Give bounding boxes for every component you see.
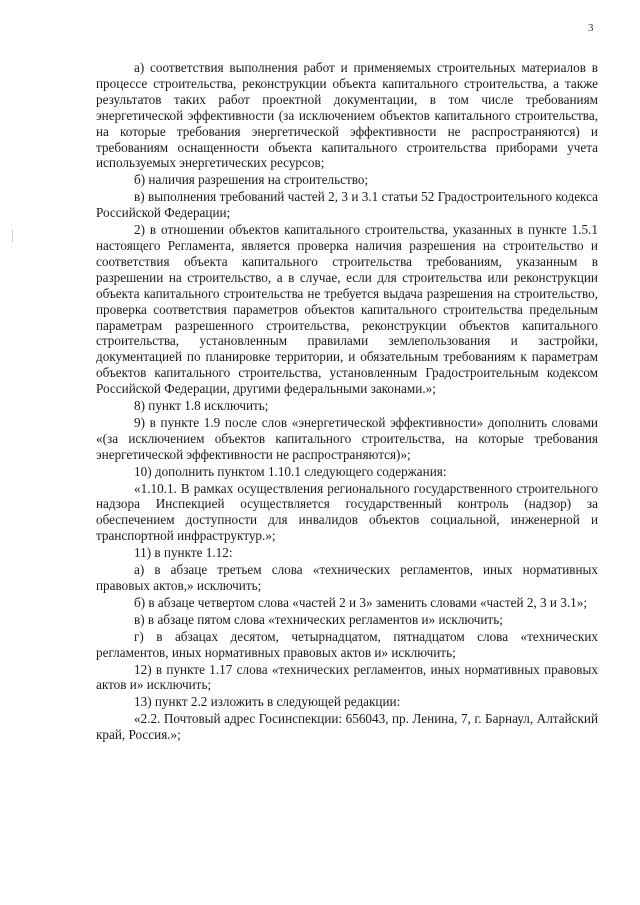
- paragraph-13: 13) пункт 2.2 изложить в следующей редакции:: [134, 694, 401, 710]
- paragraph-b: б) наличия разрешения на строительство;: [134, 172, 369, 188]
- paragraph-10: 10) дополнить пунктом 1.10.1 следующего содержания:: [134, 463, 447, 479]
- scan-margin-mark: [12, 230, 13, 242]
- paragraph-2: 2) в отношении объектов капитального строительства, указанных в пункте 1.5.1 настоящего Регламента, является проверка наличия разрешения на строительство и соответствия объекта капитального строительства требованиям, указанным в разрешении на строительство, а в случае, если для строительства или реконструкции объекта капитального строительства не требуется выдача разрешения на строительство, проверка соответствия параметров объектов капитального строительства предельным параметрам разрешенного строительства, реконструкции объектов капитального строительства, установленным правилами землепользования и застройки, документацией по планировке территории, и обязательным требованиям к параметрам объектов капитального строительства, установленным Градостроительным кодексом Российской Федерации, другими федеральными законами.»;: [96, 222, 598, 397]
- paragraph-9: 9) в пункте 1.9 после слов «энергетической эффективности» дополнить словами «(за исключением объектов капитального строительства, на которые требования энергетической эффективности не распространяются)»;: [96, 414, 598, 462]
- paragraph-8: 8) пункт 1.8 исключить;: [134, 398, 269, 414]
- paragraph-11-v: в) в абзаце пятом слова «технических регламентов и» исключить;: [134, 611, 503, 627]
- paragraph-11-g: г) в абзацах десятом, четырнадцатом, пятнадцатом слова «технических регламентов, иных нормативных правовых актов и» исключить;: [96, 628, 598, 660]
- paragraph-11: 11) в пункте 1.12:: [134, 545, 233, 561]
- paragraph-a: а) соответствия выполнения работ и применяемых строительных материалов в процессе строительства, реконструкции объекта капитального строительства, а также результатов таких работ проектной документации, в том числе требованиям энергетической эффективности (за исключением объектов капитального строительства, на которые требования энергетической эффективности не распространяются) и требованиям оснащенности объекта капитального строительства приборами учета используемых энергетических ресурсов;: [96, 60, 598, 171]
- page-number: 3: [588, 22, 594, 34]
- paragraph-11-b: б) в абзаце четвертом слова «частей 2 и 3» заменить словами «частей 2, 3 и 3.1»;: [134, 594, 588, 610]
- document-body: [96, 60, 598, 743]
- paragraph-2-2: «2.2. Почтовый адрес Госинспекции: 656043, пр. Ленина, 7, г. Барнаул, Алтайский край, Россия.»;: [96, 711, 598, 743]
- paragraph-12: 12) в пункте 1.17 слова «технических регламентов, иных нормативных правовых актов и» исключить;: [96, 661, 598, 693]
- paragraph-11-a: а) в абзаце третьем слова «технических регламентов, иных нормативных правовых актов,» исключить;: [96, 562, 598, 593]
- paragraph-v: в) выполнения требований частей 2, 3 и 3.1 статьи 52 Градостроительного кодекса Российской Федерации;: [96, 189, 598, 221]
- paragraph-1-10-1: «1.10.1. В рамках осуществления регионального государственного строительного надзора Инспекцией осуществляется государственный контроль (надзор) за обеспечением доступности для инвалидов объектов социальной, инженерной и транспортной инфраструктур.»;: [96, 480, 598, 544]
